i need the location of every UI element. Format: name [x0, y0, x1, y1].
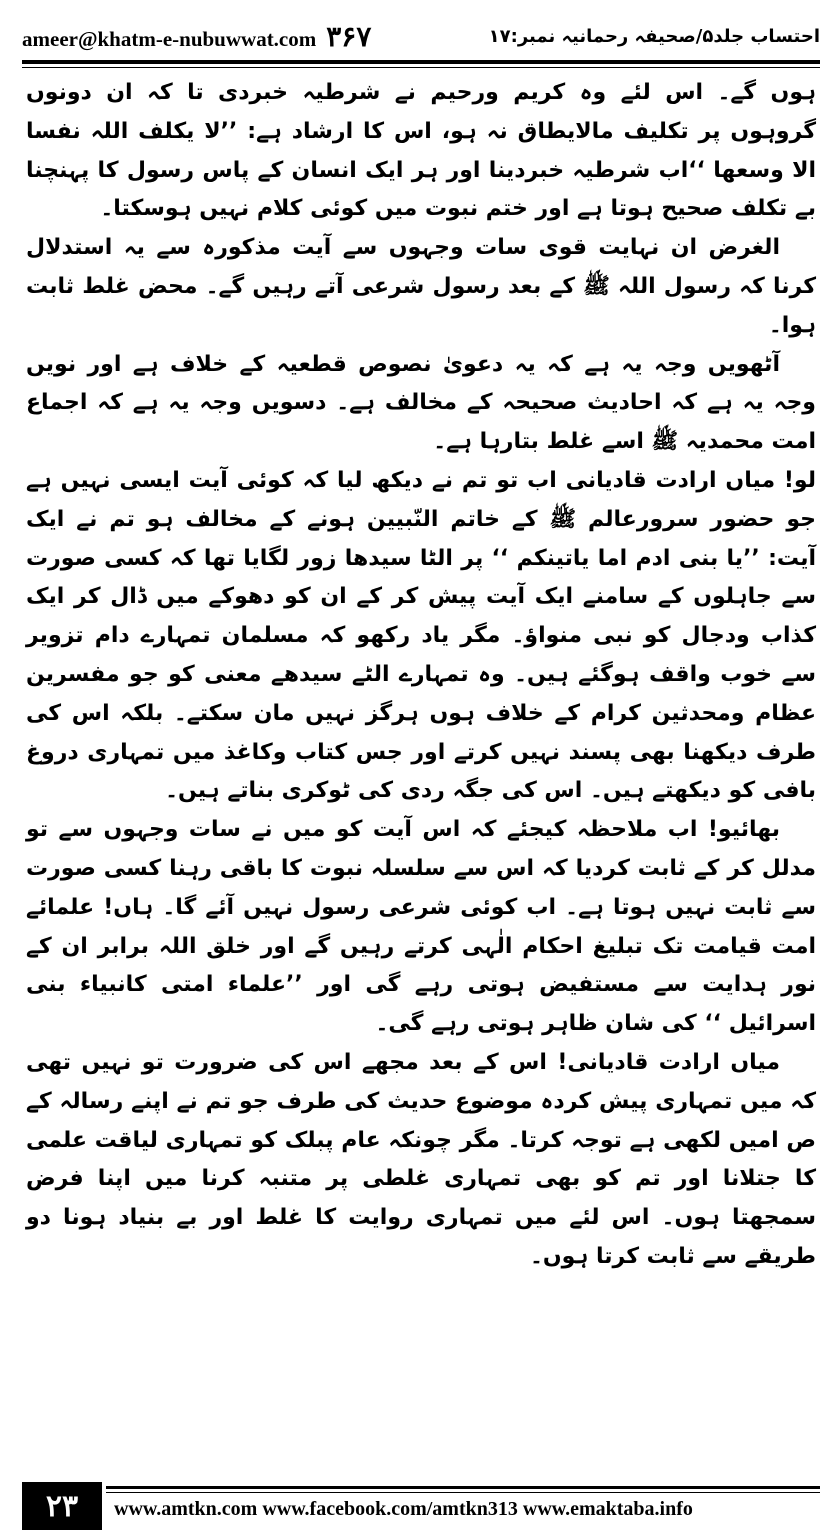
footer-folio: ۲۳: [22, 1482, 102, 1530]
header-rule-thick: [22, 60, 820, 64]
page-footer: [22, 1482, 820, 1530]
body-text: [26, 74, 816, 1277]
paragraph-3: آٹھویں وجہ یہ ہے کہ یہ دعویٰ نصوص قطعیہ کے خلاف ہے اور نویں وجہ یہ ہے کہ احادیث صحیحہ کے مخالف ہے۔ دسویں وجہ یہ ہے کہ اجماع امت محمدیہ ﷺ اسے غلط بتارہا ہے۔: [26, 351, 816, 455]
paragraph-1: ہوں گے۔ اس لئے وہ کریم ورحیم نے شرطیہ خبردی تا کہ ان دونوں گروہوں پر تکلیف مالایطاق نہ ہو، اس کا ارشاد ہے: ’’لا یکلف اللہ نفسا الا وسعھا ‘‘اب شرطیہ خبردینا اور ہر ایک انسان کے پاس رسول کا پہنچنا بے تکلف صحیح ہوتا ہے اور ختم نبوت میں کوئی کلام نہیں ہوسکتا۔: [26, 80, 816, 222]
footer-rule-thin: [106, 1492, 820, 1493]
page-header: [22, 18, 820, 54]
paragraph-5: بھائیو! اب ملاحظہ کیجئے کہ اس آیت کو میں نے سات وجہوں سے تو مدلل کر کے ثابت کردیا کہ اس سے سلسلہ نبوت کا باقی رہنا کسی صورت سے ثابت نہیں ہوتا ہے۔ اب کوئی شرعی رسول نہیں آئے گا۔ ہاں! علمائے امت قیامت تک تبلیغ احکام الٰہی کرتے رہیں گے اور خلق اللہ برابر ان کے نور ہدایت سے مستفیض ہوتی رہے گی اور ’’علماء امتی کانبیاء بنی اسرائیل ‘‘ کی شان ظاہر ہوتی رہے گی۔: [26, 817, 816, 1037]
paragraph-4: لو! میاں ارادت قادیانی اب تو تم نے دیکھ لیا کہ کوئی آیت ایسی نہیں ہے جو حضور سرورعالم ﷺ کے خاتم النّبیین ہونے کے مخالف ہو تم نے ایک آیت: ’’یا بنی ادم اما یاتینکم ‘‘ پر الٹا سیدھا زور لگایا تھا کہ کسی صورت سے جاہلوں کے سامنے ایک آیت پیش کر کے ان کو دھوکے میں ڈال کر ایک کذاب ودجال کو نبی منواؤ۔ مگر یاد رکھو کہ مسلمان تمہارے دام تزویر سے خوب واقف ہوگئے ہیں۔ وہ تمہارے الٹے سیدھے معنی کو جو مفسرین عظام ومحدثین کرام کے خلاف ہوں ہرگز نہیں مان سکتے۔ بلکہ اس کی طرف دیکھنا بھی پسند نہیں کرتے اور جس کتاب وکاغذ میں تمہاری دروغ بافی کو دیکھتے ہیں۔ اس کی جگہ ردی کی ٹوکری بناتے ہیں۔: [26, 467, 816, 804]
footer-rule-thick: [106, 1486, 820, 1489]
paragraph-6: میاں ارادت قادیانی! اس کے بعد مجھے اس کی ضرورت تو نہیں تھی کہ میں تمہاری پیش کردہ موضوع حدیث کی طرف جو تم نے اپنے رسالہ کے ص امیں لکھی ہے توجہ کرتا۔ مگر چونکہ عام پبلک کو تمہاری لیاقت علمی کا جتلانا اور تم کو بھی تمہاری غلطی پر متنبہ کرنا میں اپنا فرض سمجھتا ہوں۔ اس لئے میں تمہاری روایت کا غلط اور بے بنیاد ہونا دو طریقے سے ثابت کرتا ہوں۔: [26, 1049, 816, 1269]
header-running-title: احتساب جلد۵/صحیفہ رحمانیہ نمبر:۱۷: [488, 25, 820, 47]
header-left: [22, 20, 371, 53]
paragraph-2: الغرض ان نہایت قوی سات وجہوں سے آیت مذکورہ سے یہ استدلال کرنا کہ رسول اللہ ﷺ کے بعد رسول شرعی آتے رہیں گے۔ محض غلط ثابت ہوا۔: [26, 235, 816, 338]
footer-websites: www.amtkn.com www.facebook.com/amtkn313 www.emaktaba.info: [114, 1498, 693, 1520]
header-rule-thin: [22, 67, 820, 68]
header-email: ameer@khatm-e-nubuwwat.com: [22, 26, 317, 51]
header-page-number: ۳۶۷: [326, 19, 372, 53]
